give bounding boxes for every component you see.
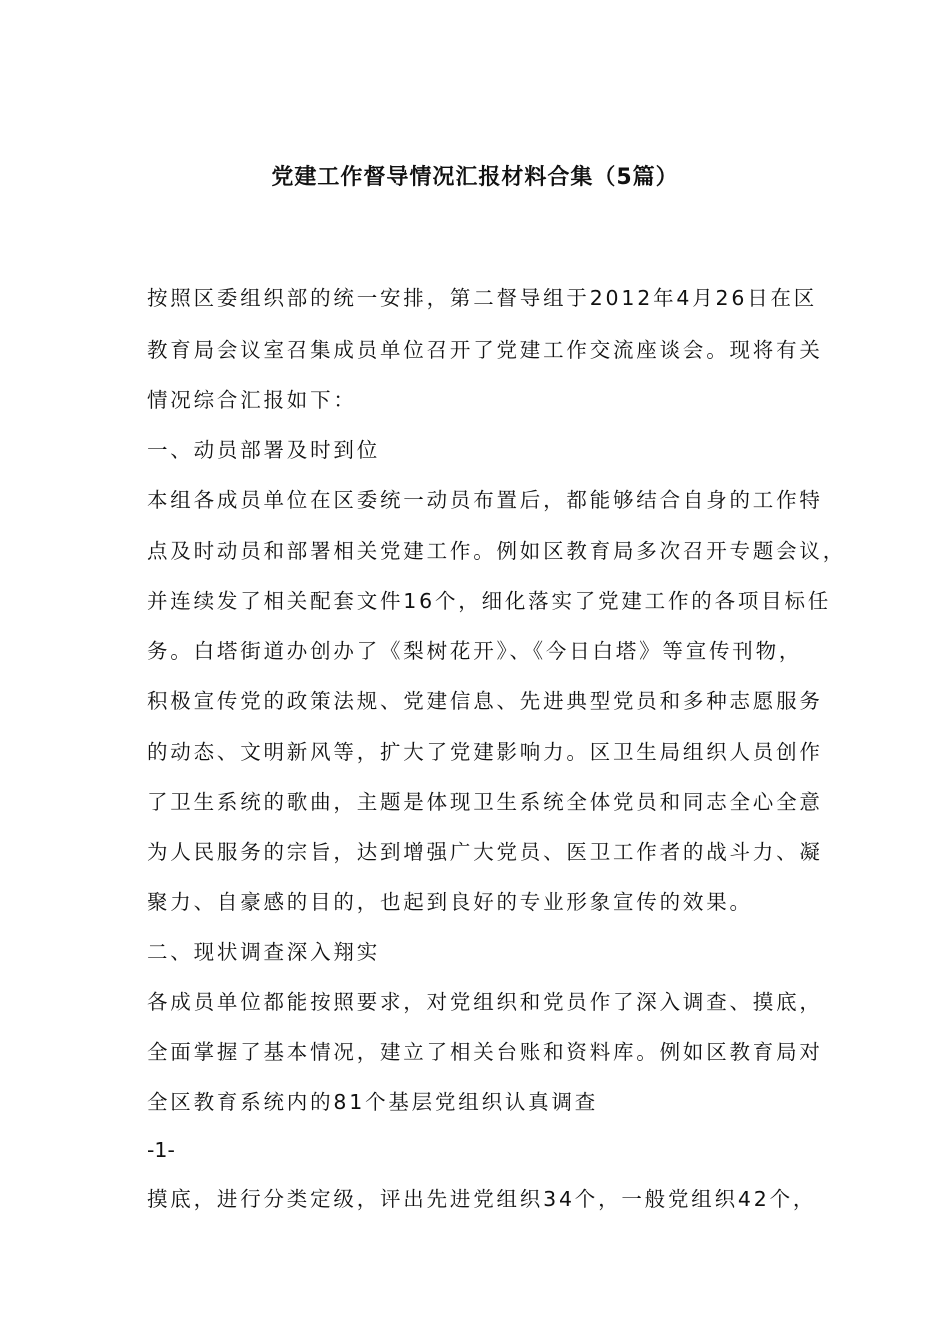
paragraph-line: 摸底，进行分类定级，评出先进党组织34个，一般党组织42个， — [147, 1187, 817, 1211]
page-number: -1- — [147, 1138, 175, 1162]
paragraph-line: 全区教育系统内的81个基层党组织认真调查 — [147, 1090, 599, 1114]
paragraph-line: 教育局会议室召集成员单位召开了党建工作交流座谈会。现将有关 — [147, 338, 823, 362]
paragraph-line: 全面掌握了基本情况，建立了相关台账和资料库。例如区教育局对 — [147, 1040, 823, 1064]
paragraph-line: 并连续发了相关配套文件16个，细化落实了党建工作的各项目标任 — [147, 589, 832, 613]
paragraph-line: 情况综合汇报如下： — [147, 388, 357, 412]
paragraph-line: 积极宣传党的政策法规、党建信息、先进典型党员和多种志愿服务 — [147, 689, 823, 713]
paragraph-line: 聚力、自豪感的目的，也起到良好的专业形象宣传的效果。 — [147, 890, 753, 914]
paragraph-line: 按照区委组织部的统一安排，第二督导组于2012年4月26日在区 — [147, 286, 818, 310]
paragraph-line: 务。白塔街道办创办了《梨树花开》、《今日白塔》等宣传刊物， — [147, 639, 803, 663]
paragraph-line: 各成员单位都能按照要求，对党组织和党员作了深入调查、摸底， — [147, 990, 823, 1014]
paragraph-line: 点及时动员和部署相关党建工作。例如区教育局多次召开专题会议， — [147, 539, 846, 563]
section-heading: 二、现状调查深入翔实 — [147, 940, 380, 964]
paragraph-line: 为人民服务的宗旨，达到增强广大党员、医卫工作者的战斗力、凝 — [147, 840, 823, 864]
section-heading: 一、动员部署及时到位 — [147, 438, 380, 462]
paragraph-line: 了卫生系统的歌曲，主题是体现卫生系统全体党员和同志全心全意 — [147, 790, 823, 814]
document-title: 党建工作督导情况汇报材料合集（5篇） — [271, 165, 679, 190]
paragraph-line: 的动态、文明新风等，扩大了党建影响力。区卫生局组织人员创作 — [147, 740, 823, 764]
paragraph-line: 本组各成员单位在区委统一动员布置后，都能够结合自身的工作特 — [147, 488, 823, 512]
